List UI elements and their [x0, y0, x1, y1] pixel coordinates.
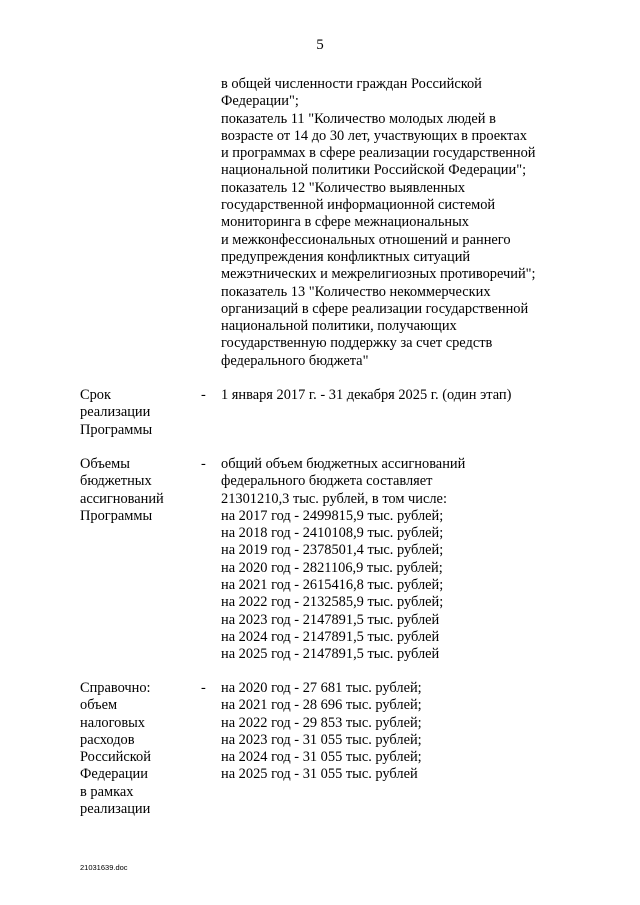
- label-line: ассигнований: [80, 490, 164, 507]
- label-line: объем: [80, 697, 118, 714]
- text-line: федерального бюджета": [221, 352, 369, 369]
- value-line: 1 января 2017 г. - 31 декабря 2025 г. (один этап): [221, 387, 512, 403]
- value-line: на 2022 год - 29 853 тыс. рублей;: [221, 714, 422, 731]
- label-line: в рамках: [80, 783, 134, 800]
- value-line: на 2024 год - 31 055 тыс. рублей;: [221, 749, 422, 766]
- value-line: на 2025 год - 2147891,5 тыс. рублей: [221, 646, 440, 663]
- value-line: на 2017 год - 2499815,9 тыс. рублей;: [221, 507, 444, 524]
- label-line: бюджетных: [80, 473, 152, 490]
- section-dash: -: [201, 387, 206, 403]
- page-number: 5: [316, 37, 324, 53]
- section-value-tax-expenses: [221, 680, 601, 784]
- value-line: на 2021 год - 2615416,8 тыс. рублей;: [221, 577, 444, 594]
- value-line: федерального бюджета составляет: [221, 473, 433, 490]
- section-label-tax-expenses: [80, 680, 190, 818]
- text-line: предупреждения конфликтных ситуаций: [221, 248, 471, 265]
- value-line: 21301210,3 тыс. рублей, в том числе:: [221, 490, 447, 507]
- label-line: реализации: [80, 801, 151, 818]
- value-line: на 2021 год - 28 696 тыс. рублей;: [221, 697, 422, 714]
- document-footer: 21031639.doc: [80, 863, 128, 872]
- section-value-term: [221, 387, 601, 404]
- text-line: и межконфессиональных отношений и раннего: [221, 231, 511, 248]
- label-line: Программы: [80, 421, 153, 438]
- value-line: на 2025 год - 31 055 тыс. рублей: [221, 766, 418, 783]
- section-value-budget: [221, 456, 601, 664]
- label-line: Программы: [80, 507, 153, 524]
- value-line: на 2020 год - 2821106,9 тыс. рублей;: [221, 559, 443, 576]
- section-dash: -: [201, 456, 206, 472]
- text-line: и программах в сфере реализации государственной: [221, 145, 536, 162]
- value-line: на 2019 год - 2378501,4 тыс. рублей;: [221, 542, 444, 559]
- text-line: показатель 13 "Количество некоммерческих: [221, 283, 491, 300]
- text-line: национальной политики, получающих: [221, 318, 457, 335]
- label-line: Срок: [80, 387, 111, 403]
- text-line: в общей численности граждан Российской: [221, 76, 482, 92]
- value-line: на 2024 год - 2147891,5 тыс. рублей: [221, 628, 440, 645]
- value-line: на 2018 год - 2410108,9 тыс. рублей;: [221, 525, 444, 542]
- indicators-continuation: [221, 76, 601, 370]
- text-line: показатель 12 "Количество выявленных: [221, 179, 466, 196]
- label-line: налоговых: [80, 714, 145, 731]
- label-line: Федерации: [80, 766, 148, 783]
- value-line: на 2020 год - 27 681 тыс. рублей;: [221, 680, 422, 696]
- section-label-budget: [80, 456, 190, 525]
- value-line: на 2022 год - 2132585,9 тыс. рублей;: [221, 594, 444, 611]
- text-line: национальной политики Российской Федерации";: [221, 162, 527, 179]
- label-line: Российской: [80, 749, 151, 766]
- section-dash: -: [201, 680, 206, 696]
- label-line: Справочно:: [80, 680, 151, 696]
- value-line: на 2023 год - 31 055 тыс. рублей;: [221, 731, 422, 748]
- label-line: расходов: [80, 731, 135, 748]
- value-line: на 2023 год - 2147891,5 тыс. рублей: [221, 611, 440, 628]
- section-label-term: [80, 387, 190, 439]
- text-line: организаций в сфере реализации государственной: [221, 300, 529, 317]
- label-line: Объемы: [80, 456, 130, 472]
- text-line: Федерации";: [221, 93, 299, 110]
- text-line: показатель 11 "Количество молодых людей в: [221, 110, 496, 127]
- text-line: государственной информационной системой: [221, 197, 496, 214]
- text-line: мониторинга в сфере межнациональных: [221, 214, 469, 231]
- value-line: общий объем бюджетных ассигнований: [221, 456, 466, 472]
- text-line: возрасте от 14 до 30 лет, участвующих в проектах: [221, 127, 527, 144]
- text-line: государственную поддержку за счет средств: [221, 335, 493, 352]
- label-line: реализации: [80, 404, 151, 421]
- text-line: межэтнических и межрелигиозных противоречий";: [221, 266, 536, 283]
